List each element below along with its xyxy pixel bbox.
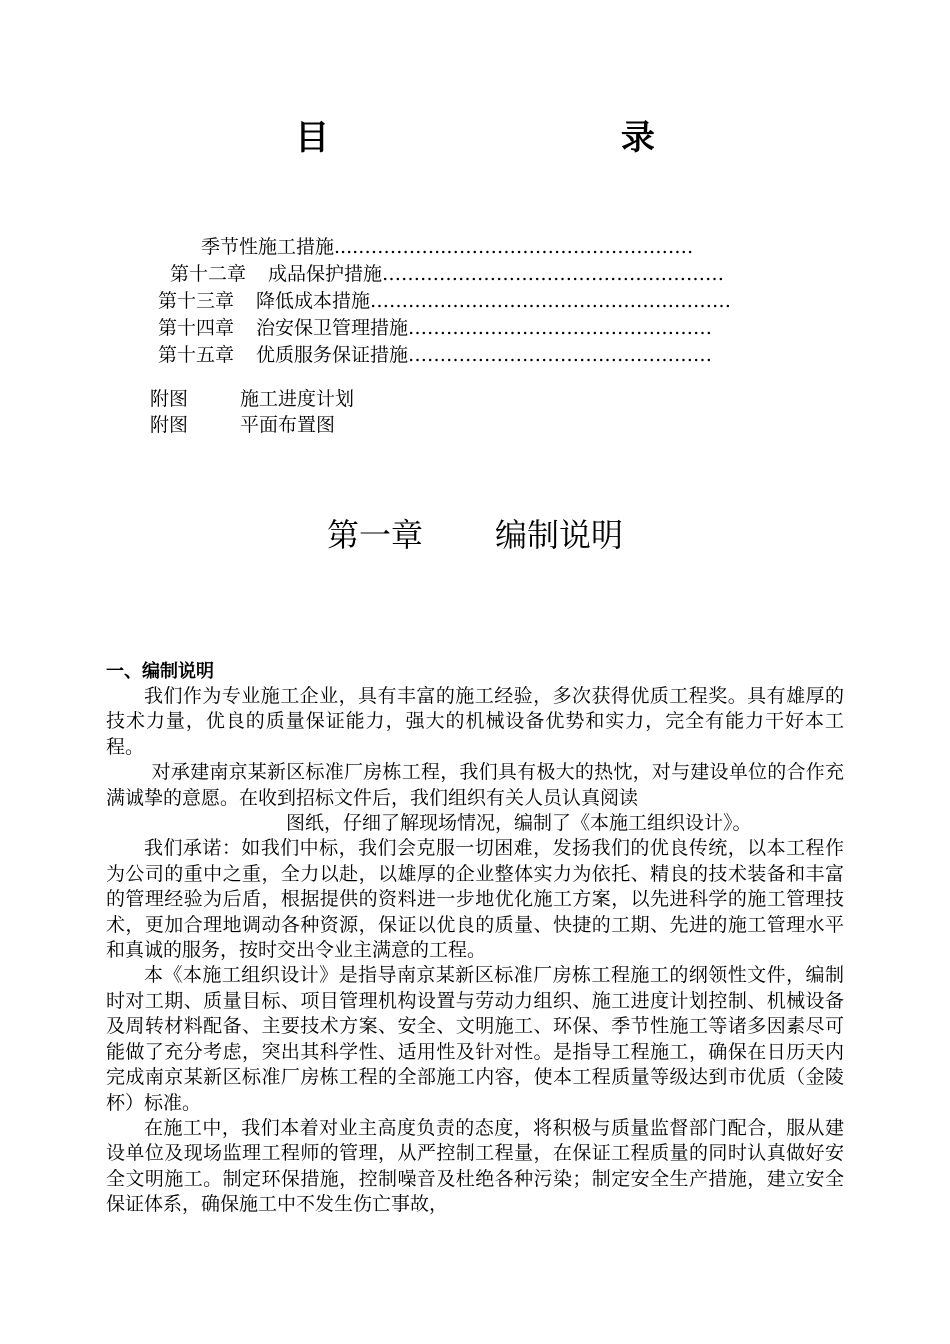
body-paragraph: 我们承诺：如我们中标，我们会克服一切困难，发扬我们的优良传统，以本工程作为公司的重中之重，全力以赴，以雄厚的企业整体实力为依托、精良的技术装备和丰富的管理经验为后盾，根据提供的资料进一步地优化施工方案，以先进科学的施工管理技术，更加合理地调动各种资源，保证以优良的质量、快捷的工期、先进的施工管理水平和真诚的服务，按时交出令业主满意的工程。 — [106, 837, 844, 962]
body-paragraph: 在施工中，我们本着对业主高度负责的态度，将积极与质量监督部门配合，服从建设单位及现场监理工程师的管理，从严控制工程量，在保证工程质量的同时认真做好安全文明施工。制定环保措施，控制噪音及杜绝各种污染；制定安全生产措施，建立安全保证体系，确保施工中不发生伤亡事故， — [106, 1116, 844, 1216]
body-paragraph: 图纸，仔细了解现场情况，编制了《本施工组织设计》。 — [286, 812, 752, 835]
appendix-title: 平面布置图 — [240, 414, 336, 436]
toc-item[interactable] — [158, 315, 712, 342]
appendix-label: 附图 — [150, 414, 189, 436]
toc-item-title: 季节性施工措施 — [201, 236, 335, 258]
toc-item[interactable] — [158, 288, 731, 315]
appendix-title: 施工进度计划 — [240, 388, 355, 410]
toc-item-title: 成品保护措施 — [268, 263, 383, 285]
chapter-number: 第一章 — [326, 516, 423, 554]
toc-item-leader: ………………………………………… — [408, 344, 713, 366]
appendix-item[interactable] — [150, 410, 335, 437]
toc-item[interactable] — [170, 261, 724, 288]
body-paragraph: 对承建南京某新区标准厂房栋工程，我们具有极大的热忱，对与建设单位的合作充满诚挚的意愿。在收到招标文件后，我们组织有关人员认真阅读 — [106, 761, 844, 809]
toc-item-chapter: 第十四章 — [158, 317, 235, 339]
chapter-title — [0, 512, 950, 558]
toc-item-leader: ……………………………………………… — [382, 263, 725, 285]
appendix-item[interactable] — [150, 384, 354, 411]
appendix-label: 附图 — [150, 388, 189, 410]
chapter-name: 编制说明 — [495, 516, 624, 554]
toc-item-title: 降低成本措施 — [256, 290, 371, 312]
toc-item-chapter: 第十五章 — [158, 344, 235, 366]
section-heading: 一、编制说明 — [106, 661, 214, 682]
toc-item-chapter: 第十二章 — [170, 263, 247, 285]
body-paragraph: 本《本施工组织设计》是指导南京某新区标准厂房栋工程施工的纲领性文件，编制时对工期、质量目标、项目管理机构设置与劳动力组织、施工进度计划控制、机械设备及周转材料配备、主要技术方案、安全、文明施工、环保、季节性施工等诸多因素尽可能做了充分考虑，突出其科学性、适用性及针对性。是指导工程施工，确保在日历天内完成南京某新区标准厂房栋工程的全部施工内容，使本工程质量等级达到市优质（金陵杯）标准。 — [106, 964, 844, 1114]
body-paragraph: 我们作为专业施工企业，具有丰富的施工经验，多次获得优质工程奖。具有雄厚的技术力量，优良的质量保证能力，强大的机械设备优势和实力，完全有能力干好本工程。 — [106, 685, 844, 758]
toc-item-chapter: 第十三章 — [158, 290, 235, 312]
toc-item-leader: ………………………………………… — [408, 317, 713, 339]
toc-item-title: 治安保卫管理措施 — [256, 317, 409, 339]
toc-item-title: 优质服务保证措施 — [256, 344, 409, 366]
toc-item-leader: ………………………………………………… — [370, 290, 732, 312]
toc-item[interactable] — [158, 342, 712, 369]
toc-item[interactable] — [201, 234, 693, 261]
section-body — [106, 684, 844, 1218]
toc-item-leader: ....…………..………………………………… — [334, 236, 694, 258]
toc-title: 目 录 — [295, 118, 795, 158]
